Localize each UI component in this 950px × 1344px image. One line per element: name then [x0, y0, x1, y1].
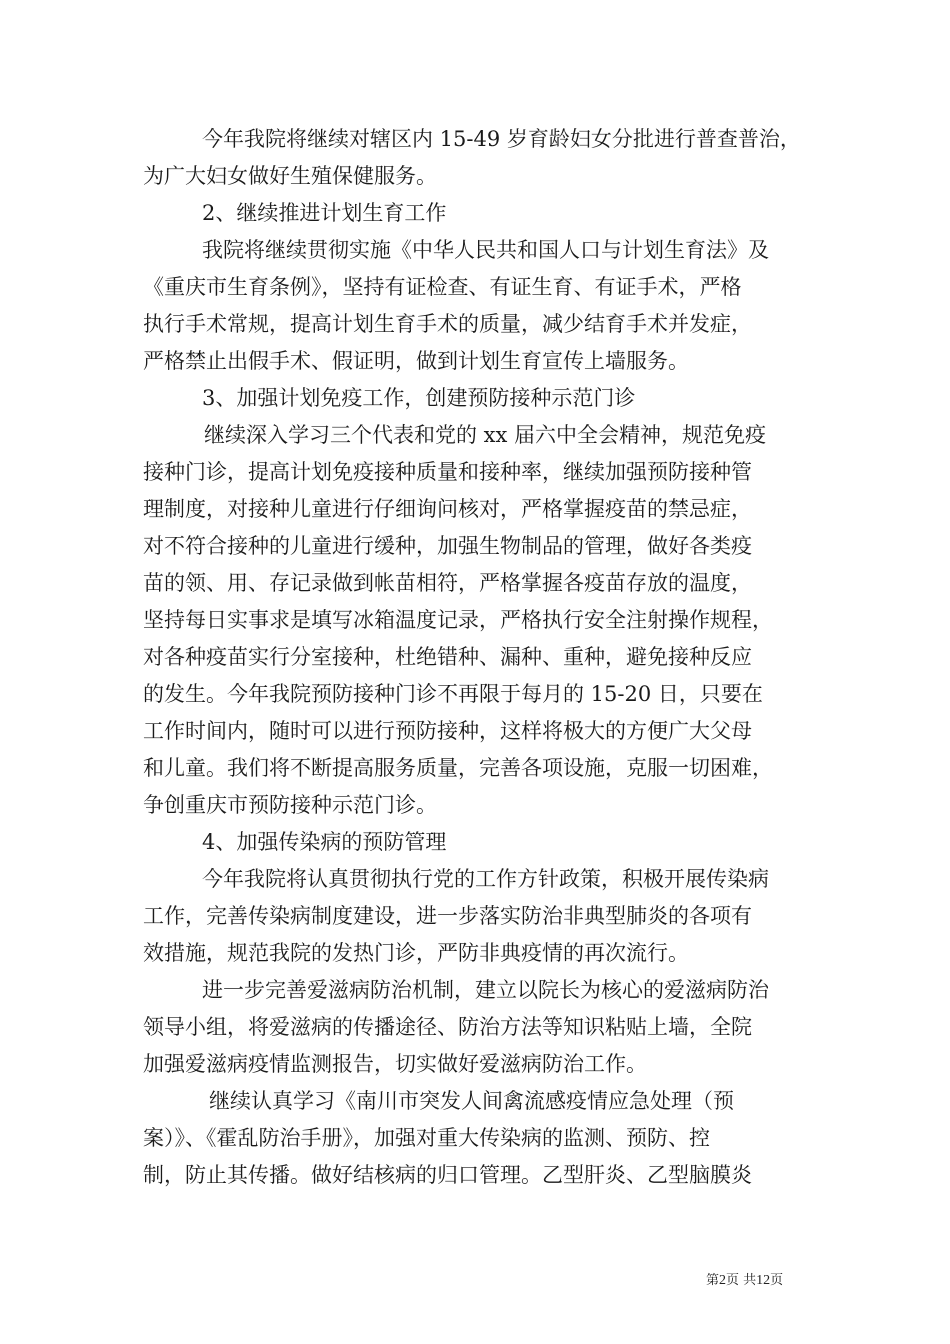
text-line: 对各种疫苗实行分室接种，杜绝错种、漏种、重种，避免接种反应	[143, 645, 752, 669]
text-line: 的发生。今年我院预防接种门诊不再限于每月的 15-20 日，只要在	[143, 682, 763, 706]
page-number-footer	[706, 1273, 783, 1289]
text-line: 接种门诊，提高计划免疫接种质量和接种率，继续加强预防接种管	[143, 460, 752, 484]
text-line: 制，防止其传播。做好结核病的归口管理。乙型肝炎、乙型脑膜炎	[143, 1163, 752, 1187]
text-line: 今年我院将继续对辖区内 15-49 岁育龄妇女分批进行普查普治，	[202, 127, 801, 151]
footer-suffix: 页	[770, 1273, 784, 1288]
text-line: 案）》、《霍乱防治手册》，加强对重大传染病的监测、预防、控	[143, 1126, 710, 1150]
text-line: 为广大妇女做好生殖保健服务。	[143, 164, 437, 188]
section-heading: 4、加强传染病的预防管理	[202, 830, 447, 854]
current-page-number: 2	[719, 1273, 727, 1288]
text-line: 今年我院将认真贯彻执行党的工作方针政策，积极开展传染病	[202, 867, 769, 891]
text-line: 《重庆市生育条例》，坚持有证检查、有证生育、有证手术，严格	[143, 275, 742, 299]
section-heading: 2、继续推进计划生育工作	[202, 201, 447, 225]
text-line: 对不符合接种的儿童进行缓种，加强生物制品的管理，做好各类疫	[143, 534, 752, 558]
text-line: 效措施，规范我院的发热门诊，严防非典疫情的再次流行。	[143, 941, 689, 965]
text-line: 和儿童。我们将不断提高服务质量，完善各项设施，克服一切困难，	[143, 756, 773, 780]
document-body	[143, 121, 813, 1194]
text-line: 领导小组，将爱滋病的传播途径、防治方法等知识粘贴上墙，全院	[143, 1015, 752, 1039]
text-line: 工作时间内，随时可以进行预防接种，这样将极大的方便广大父母	[143, 719, 752, 743]
text-line: 坚持每日实事求是填写冰箱温度记录，严格执行安全注射操作规程，	[143, 608, 773, 632]
text-line: 严格禁止出假手术、假证明，做到计划生育宣传上墙服务。	[143, 349, 689, 373]
text-line: 继续深入学习三个代表和党的 xx 届六中全会精神，规范免疫	[204, 423, 767, 447]
footer-prefix: 第	[706, 1273, 720, 1288]
text-line: 工作，完善传染病制度建设，进一步落实防治非典型肺炎的各项有	[143, 904, 752, 928]
text-line: 继续认真学习《南川市突发人间禽流感疫情应急处理（预	[209, 1089, 734, 1113]
text-line: 进一步完善爱滋病防治机制，建立以院长为核心的爱滋病防治	[202, 978, 769, 1002]
text-line: 执行手术常规，提高计划生育手术的质量，减少结育手术并发症，	[143, 312, 752, 336]
section-heading: 3、加强计划免疫工作，创建预防接种示范门诊	[202, 386, 636, 410]
text-line: 理制度，对接种儿童进行仔细询问核对，严格掌握疫苗的禁忌症，	[143, 497, 752, 521]
text-line: 加强爱滋病疫情监测报告，切实做好爱滋病防治工作。	[143, 1052, 647, 1076]
text-line: 苗的领、用、存记录做到帐苗相符，严格掌握各疫苗存放的温度，	[143, 571, 752, 595]
total-page-count: 12	[756, 1273, 771, 1288]
text-line: 我院将继续贯彻实施《中华人民共和国人口与计划生育法》及	[202, 238, 769, 262]
footer-middle: 页 共	[726, 1273, 757, 1288]
text-line: 争创重庆市预防接种示范门诊。	[143, 793, 437, 817]
